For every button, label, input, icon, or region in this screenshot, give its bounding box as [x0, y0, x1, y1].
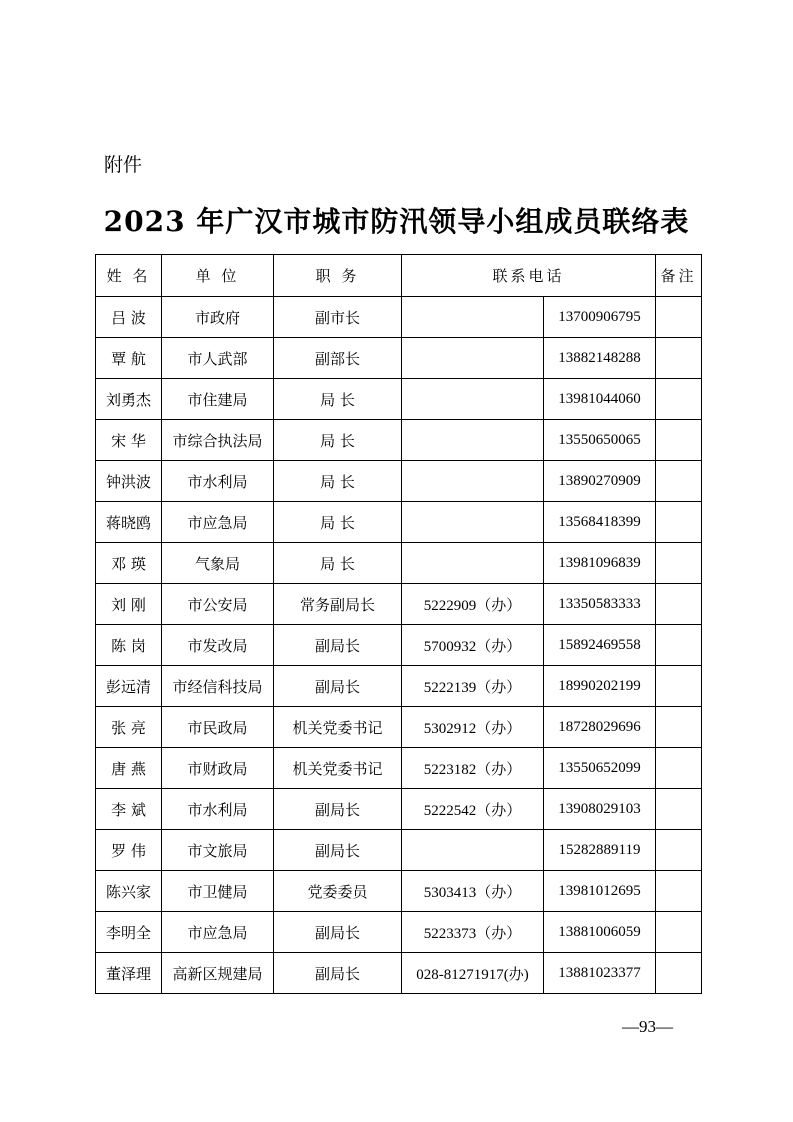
table-row — [96, 625, 702, 666]
cell-mobile-phone: 13568418399 — [544, 502, 656, 543]
cell-office-phone — [402, 379, 544, 420]
cell-office-phone: 5222909（办） — [402, 584, 544, 625]
cell-office-phone — [402, 420, 544, 461]
table-row — [96, 338, 702, 379]
cell-mobile-phone: 13881006059 — [544, 912, 656, 953]
table-row — [96, 830, 702, 871]
table-row — [96, 543, 702, 584]
cell-position: 副局长 — [274, 912, 402, 953]
cell-position: 副局长 — [274, 953, 402, 994]
table-row — [96, 912, 702, 953]
cell-mobile-phone: 13550650065 — [544, 420, 656, 461]
cell-office-phone: 5302912（办） — [402, 707, 544, 748]
table-row — [96, 379, 702, 420]
cell-unit: 市水利局 — [162, 461, 274, 502]
cell-unit: 市卫健局 — [162, 871, 274, 912]
cell-position: 副局长 — [274, 666, 402, 707]
cell-remark — [656, 789, 702, 830]
cell-name: 刘 刚 — [96, 584, 162, 625]
cell-remark — [656, 871, 702, 912]
cell-unit: 市人武部 — [162, 338, 274, 379]
table-row — [96, 297, 702, 338]
cell-mobile-phone: 13350583333 — [544, 584, 656, 625]
cell-position: 机关党委书记 — [274, 707, 402, 748]
cell-remark — [656, 625, 702, 666]
header-position: 职 务 — [274, 255, 402, 297]
cell-name: 覃 航 — [96, 338, 162, 379]
cell-unit: 市文旅局 — [162, 830, 274, 871]
cell-name: 陈兴家 — [96, 871, 162, 912]
page-number: —93— — [622, 1017, 673, 1036]
cell-name: 宋 华 — [96, 420, 162, 461]
cell-unit: 市财政局 — [162, 748, 274, 789]
cell-position: 局 长 — [274, 502, 402, 543]
cell-position: 党委委员 — [274, 871, 402, 912]
cell-unit: 市政府 — [162, 297, 274, 338]
cell-office-phone — [402, 297, 544, 338]
table-row — [96, 707, 702, 748]
cell-unit: 市公安局 — [162, 584, 274, 625]
table-row — [96, 953, 702, 994]
cell-mobile-phone: 13908029103 — [544, 789, 656, 830]
cell-position: 局 长 — [274, 379, 402, 420]
cell-mobile-phone: 13981044060 — [544, 379, 656, 420]
attachment-label: 附件 — [104, 154, 143, 176]
cell-unit: 市发改局 — [162, 625, 274, 666]
cell-unit: 市应急局 — [162, 912, 274, 953]
cell-position: 局 长 — [274, 420, 402, 461]
cell-name: 邓 瑛 — [96, 543, 162, 584]
cell-mobile-phone: 18990202199 — [544, 666, 656, 707]
cell-remark — [656, 461, 702, 502]
cell-name: 张 亮 — [96, 707, 162, 748]
document-title: 2023 年广汉市城市防汛领导小组成员联络表 — [103, 205, 690, 238]
cell-office-phone — [402, 543, 544, 584]
cell-mobile-phone: 13890270909 — [544, 461, 656, 502]
cell-unit: 市水利局 — [162, 789, 274, 830]
cell-name: 李明全 — [96, 912, 162, 953]
cell-mobile-phone: 13981096839 — [544, 543, 656, 584]
table-row — [96, 502, 702, 543]
cell-unit: 市民政局 — [162, 707, 274, 748]
cell-mobile-phone: 13882148288 — [544, 338, 656, 379]
cell-unit: 市应急局 — [162, 502, 274, 543]
cell-mobile-phone: 13550652099 — [544, 748, 656, 789]
cell-mobile-phone: 18728029696 — [544, 707, 656, 748]
table-row — [96, 461, 702, 502]
cell-mobile-phone: 13981012695 — [544, 871, 656, 912]
cell-name: 蒋晓鸥 — [96, 502, 162, 543]
table-row — [96, 420, 702, 461]
cell-name: 陈 岗 — [96, 625, 162, 666]
cell-unit: 市住建局 — [162, 379, 274, 420]
cell-unit: 市经信科技局 — [162, 666, 274, 707]
cell-name: 刘勇杰 — [96, 379, 162, 420]
cell-name: 罗 伟 — [96, 830, 162, 871]
table-row — [96, 871, 702, 912]
cell-position: 常务副局长 — [274, 584, 402, 625]
cell-name: 李 斌 — [96, 789, 162, 830]
cell-name: 钟洪波 — [96, 461, 162, 502]
contact-table — [95, 254, 702, 994]
cell-remark — [656, 953, 702, 994]
cell-position: 副局长 — [274, 830, 402, 871]
cell-remark — [656, 666, 702, 707]
cell-mobile-phone: 13700906795 — [544, 297, 656, 338]
cell-position: 副局长 — [274, 625, 402, 666]
cell-remark — [656, 830, 702, 871]
table-row — [96, 748, 702, 789]
cell-remark — [656, 543, 702, 584]
cell-office-phone: 5223373（办） — [402, 912, 544, 953]
cell-name: 彭远清 — [96, 666, 162, 707]
table-row — [96, 789, 702, 830]
cell-office-phone: 028-81271917(办) — [402, 953, 544, 994]
cell-remark — [656, 338, 702, 379]
header-name: 姓 名 — [96, 255, 162, 297]
table-row — [96, 666, 702, 707]
cell-mobile-phone: 15282889119 — [544, 830, 656, 871]
cell-remark — [656, 748, 702, 789]
cell-office-phone — [402, 502, 544, 543]
cell-remark — [656, 379, 702, 420]
cell-remark — [656, 420, 702, 461]
header-contact: 联系电话 — [402, 255, 656, 297]
cell-office-phone: 5223182（办） — [402, 748, 544, 789]
cell-office-phone: 5700932（办） — [402, 625, 544, 666]
cell-name: 吕 波 — [96, 297, 162, 338]
cell-unit: 市综合执法局 — [162, 420, 274, 461]
cell-unit: 气象局 — [162, 543, 274, 584]
cell-unit: 高新区规建局 — [162, 953, 274, 994]
cell-name: 唐 燕 — [96, 748, 162, 789]
cell-remark — [656, 584, 702, 625]
cell-position: 局 长 — [274, 461, 402, 502]
cell-name: 董泽理 — [96, 953, 162, 994]
cell-office-phone — [402, 830, 544, 871]
cell-mobile-phone: 13881023377 — [544, 953, 656, 994]
cell-position: 副市长 — [274, 297, 402, 338]
cell-position: 副部长 — [274, 338, 402, 379]
cell-position: 局 长 — [274, 543, 402, 584]
cell-mobile-phone: 15892469558 — [544, 625, 656, 666]
cell-position: 机关党委书记 — [274, 748, 402, 789]
cell-office-phone: 5222542（办） — [402, 789, 544, 830]
cell-remark — [656, 912, 702, 953]
cell-office-phone: 5222139（办） — [402, 666, 544, 707]
header-unit: 单 位 — [162, 255, 274, 297]
cell-position: 副局长 — [274, 789, 402, 830]
table-row — [96, 584, 702, 625]
cell-office-phone — [402, 338, 544, 379]
cell-remark — [656, 502, 702, 543]
header-remark: 备注 — [656, 255, 702, 297]
cell-office-phone: 5303413（办） — [402, 871, 544, 912]
cell-remark — [656, 297, 702, 338]
cell-remark — [656, 707, 702, 748]
cell-office-phone — [402, 461, 544, 502]
table-header-row — [96, 255, 702, 297]
